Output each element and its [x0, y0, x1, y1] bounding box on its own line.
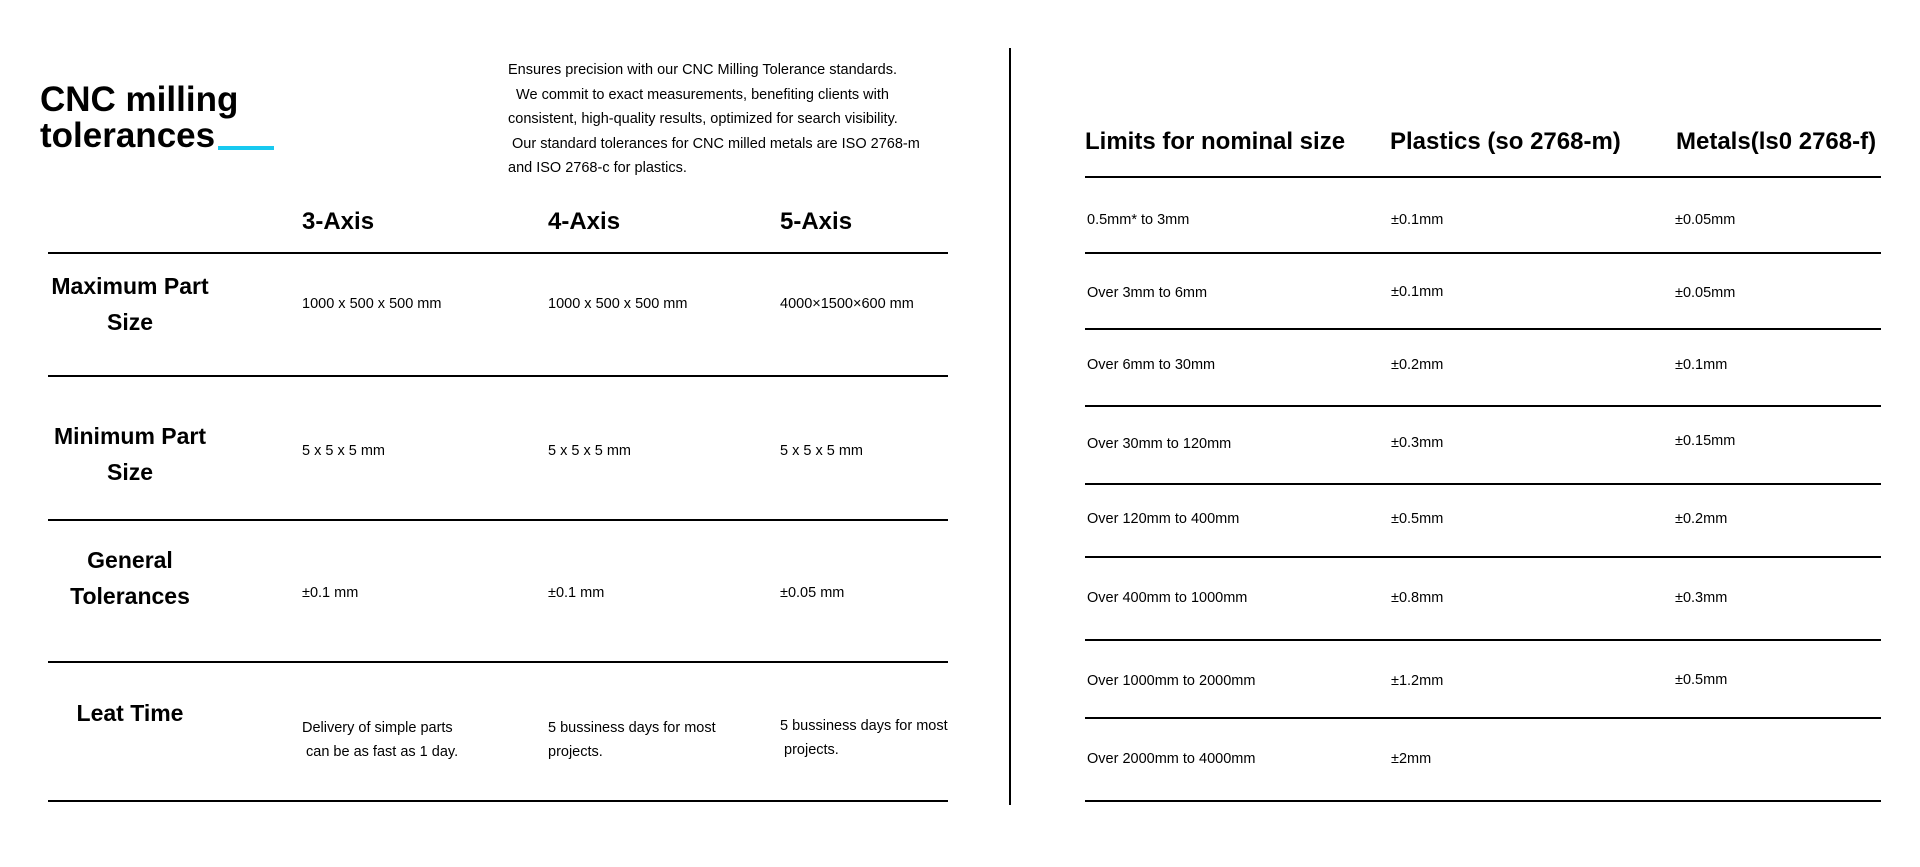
table-cell: Over 30mm to 120mm — [1087, 436, 1232, 452]
column-header-metals: Metals(ls0 2768-f) — [1676, 128, 1877, 155]
intro-line: Our standard tolerances for CNC milled metals are ISO 2768-m — [508, 135, 920, 152]
table-rule — [1085, 405, 1881, 407]
table-rule — [1085, 556, 1881, 558]
table-cell: ±0.5mm — [1675, 672, 1728, 688]
table-cell: ±0.1mm — [1675, 357, 1728, 373]
table-rule — [1085, 328, 1881, 330]
row-label-line: Size — [106, 459, 154, 485]
table-cell: ±0.8mm — [1391, 590, 1444, 606]
table-rule — [48, 661, 948, 663]
table-rule — [1085, 176, 1881, 178]
table-cell: ±0.2mm — [1675, 511, 1728, 527]
table-cell: 5 x 5 x 5 mm — [548, 443, 631, 459]
table-rule — [1085, 717, 1881, 719]
table-cell: 1000 x 500 x 500 mm — [302, 296, 442, 312]
column-header-plastics: Plastics (so 2768-m) — [1390, 128, 1621, 155]
table-cell: ±1.2mm — [1391, 673, 1444, 689]
column-header-5-axis: 5-Axis — [780, 208, 853, 235]
table-cell: ±0.1 mm — [548, 585, 605, 601]
title-accent-bar — [218, 146, 274, 150]
intro-line: and ISO 2768-c for plastics. — [508, 160, 687, 176]
row-label-line: Size — [106, 309, 154, 335]
column-header-3-axis: 3-Axis — [302, 208, 375, 235]
table-cell: Over 120mm to 400mm — [1087, 511, 1240, 527]
row-label-maximum-part-size — [40, 268, 220, 340]
table-cell: ±0.2mm — [1391, 357, 1444, 373]
page-title-line-1: CNC milling — [40, 80, 239, 119]
row-label-general-tolerances — [40, 542, 220, 614]
page-title-line-2: tolerances — [40, 116, 216, 155]
intro-line: Ensures precision with our CNC Milling Tolerance standards. — [508, 62, 897, 78]
table-cell: 5 x 5 x 5 mm — [780, 443, 863, 459]
column-header-4-axis: 4-Axis — [548, 208, 621, 235]
table-cell: ±0.1 mm — [302, 585, 359, 601]
table-cell: ±0.1mm — [1391, 284, 1444, 300]
table-cell: Over 3mm to 6mm — [1087, 285, 1208, 301]
table-cell: ±0.15mm — [1675, 433, 1736, 449]
table-rule — [48, 800, 948, 802]
intro-paragraph — [508, 58, 938, 181]
table-cell: 5 bussiness days for most projects. — [780, 718, 948, 758]
table-rule — [1085, 800, 1881, 802]
column-header-limits: Limits for nominal size — [1085, 128, 1346, 155]
intro-line: consistent, high-quality results, optimized for search visibility. — [508, 111, 898, 127]
table-rule — [1085, 639, 1881, 641]
vertical-divider — [1009, 48, 1011, 805]
page-title — [40, 82, 238, 154]
table-cell: 4000×1500×600 mm — [780, 296, 914, 312]
table-cell: Delivery of simple parts can be as fast as 1 day. — [302, 720, 459, 760]
table-cell: ±0.05mm — [1675, 212, 1736, 228]
row-label-minimum-part-size — [40, 418, 220, 490]
table-cell: Over 400mm to 1000mm — [1087, 590, 1248, 606]
row-label-line: Leat Time — [76, 700, 184, 726]
row-label-line: Tolerances — [70, 583, 190, 609]
table-cell: ±0.3mm — [1675, 590, 1728, 606]
table-cell: ±0.5mm — [1391, 511, 1444, 527]
intro-line: We commit to exact measurements, benefiting clients with — [508, 86, 889, 103]
row-label-line: Minimum Part — [53, 423, 207, 449]
row-label-line: General — [87, 547, 173, 573]
table-cell: 5 x 5 x 5 mm — [302, 443, 385, 459]
table-cell: Over 2000mm to 4000mm — [1087, 751, 1256, 767]
table-rule — [48, 519, 948, 521]
table-rule — [48, 252, 948, 254]
table-cell: 1000 x 500 x 500 mm — [548, 296, 688, 312]
table-rule — [1085, 252, 1881, 254]
table-cell: ±0.05mm — [1675, 285, 1736, 301]
table-cell: 0.5mm* to 3mm — [1087, 212, 1190, 228]
table-cell: ±0.1mm — [1391, 212, 1444, 228]
table-rule — [48, 375, 948, 377]
table-rule — [1085, 483, 1881, 485]
row-label-line: Maximum Part — [51, 273, 209, 299]
table-cell: ±0.05 mm — [780, 585, 845, 601]
table-cell: 5 bussiness days for most projects. — [548, 720, 716, 760]
table-cell: ±0.3mm — [1391, 435, 1444, 451]
row-label-lead-time — [40, 695, 220, 731]
table-cell: Over 1000mm to 2000mm — [1087, 673, 1256, 689]
table-cell: Over 6mm to 30mm — [1087, 357, 1216, 373]
table-cell: ±2mm — [1391, 751, 1432, 767]
